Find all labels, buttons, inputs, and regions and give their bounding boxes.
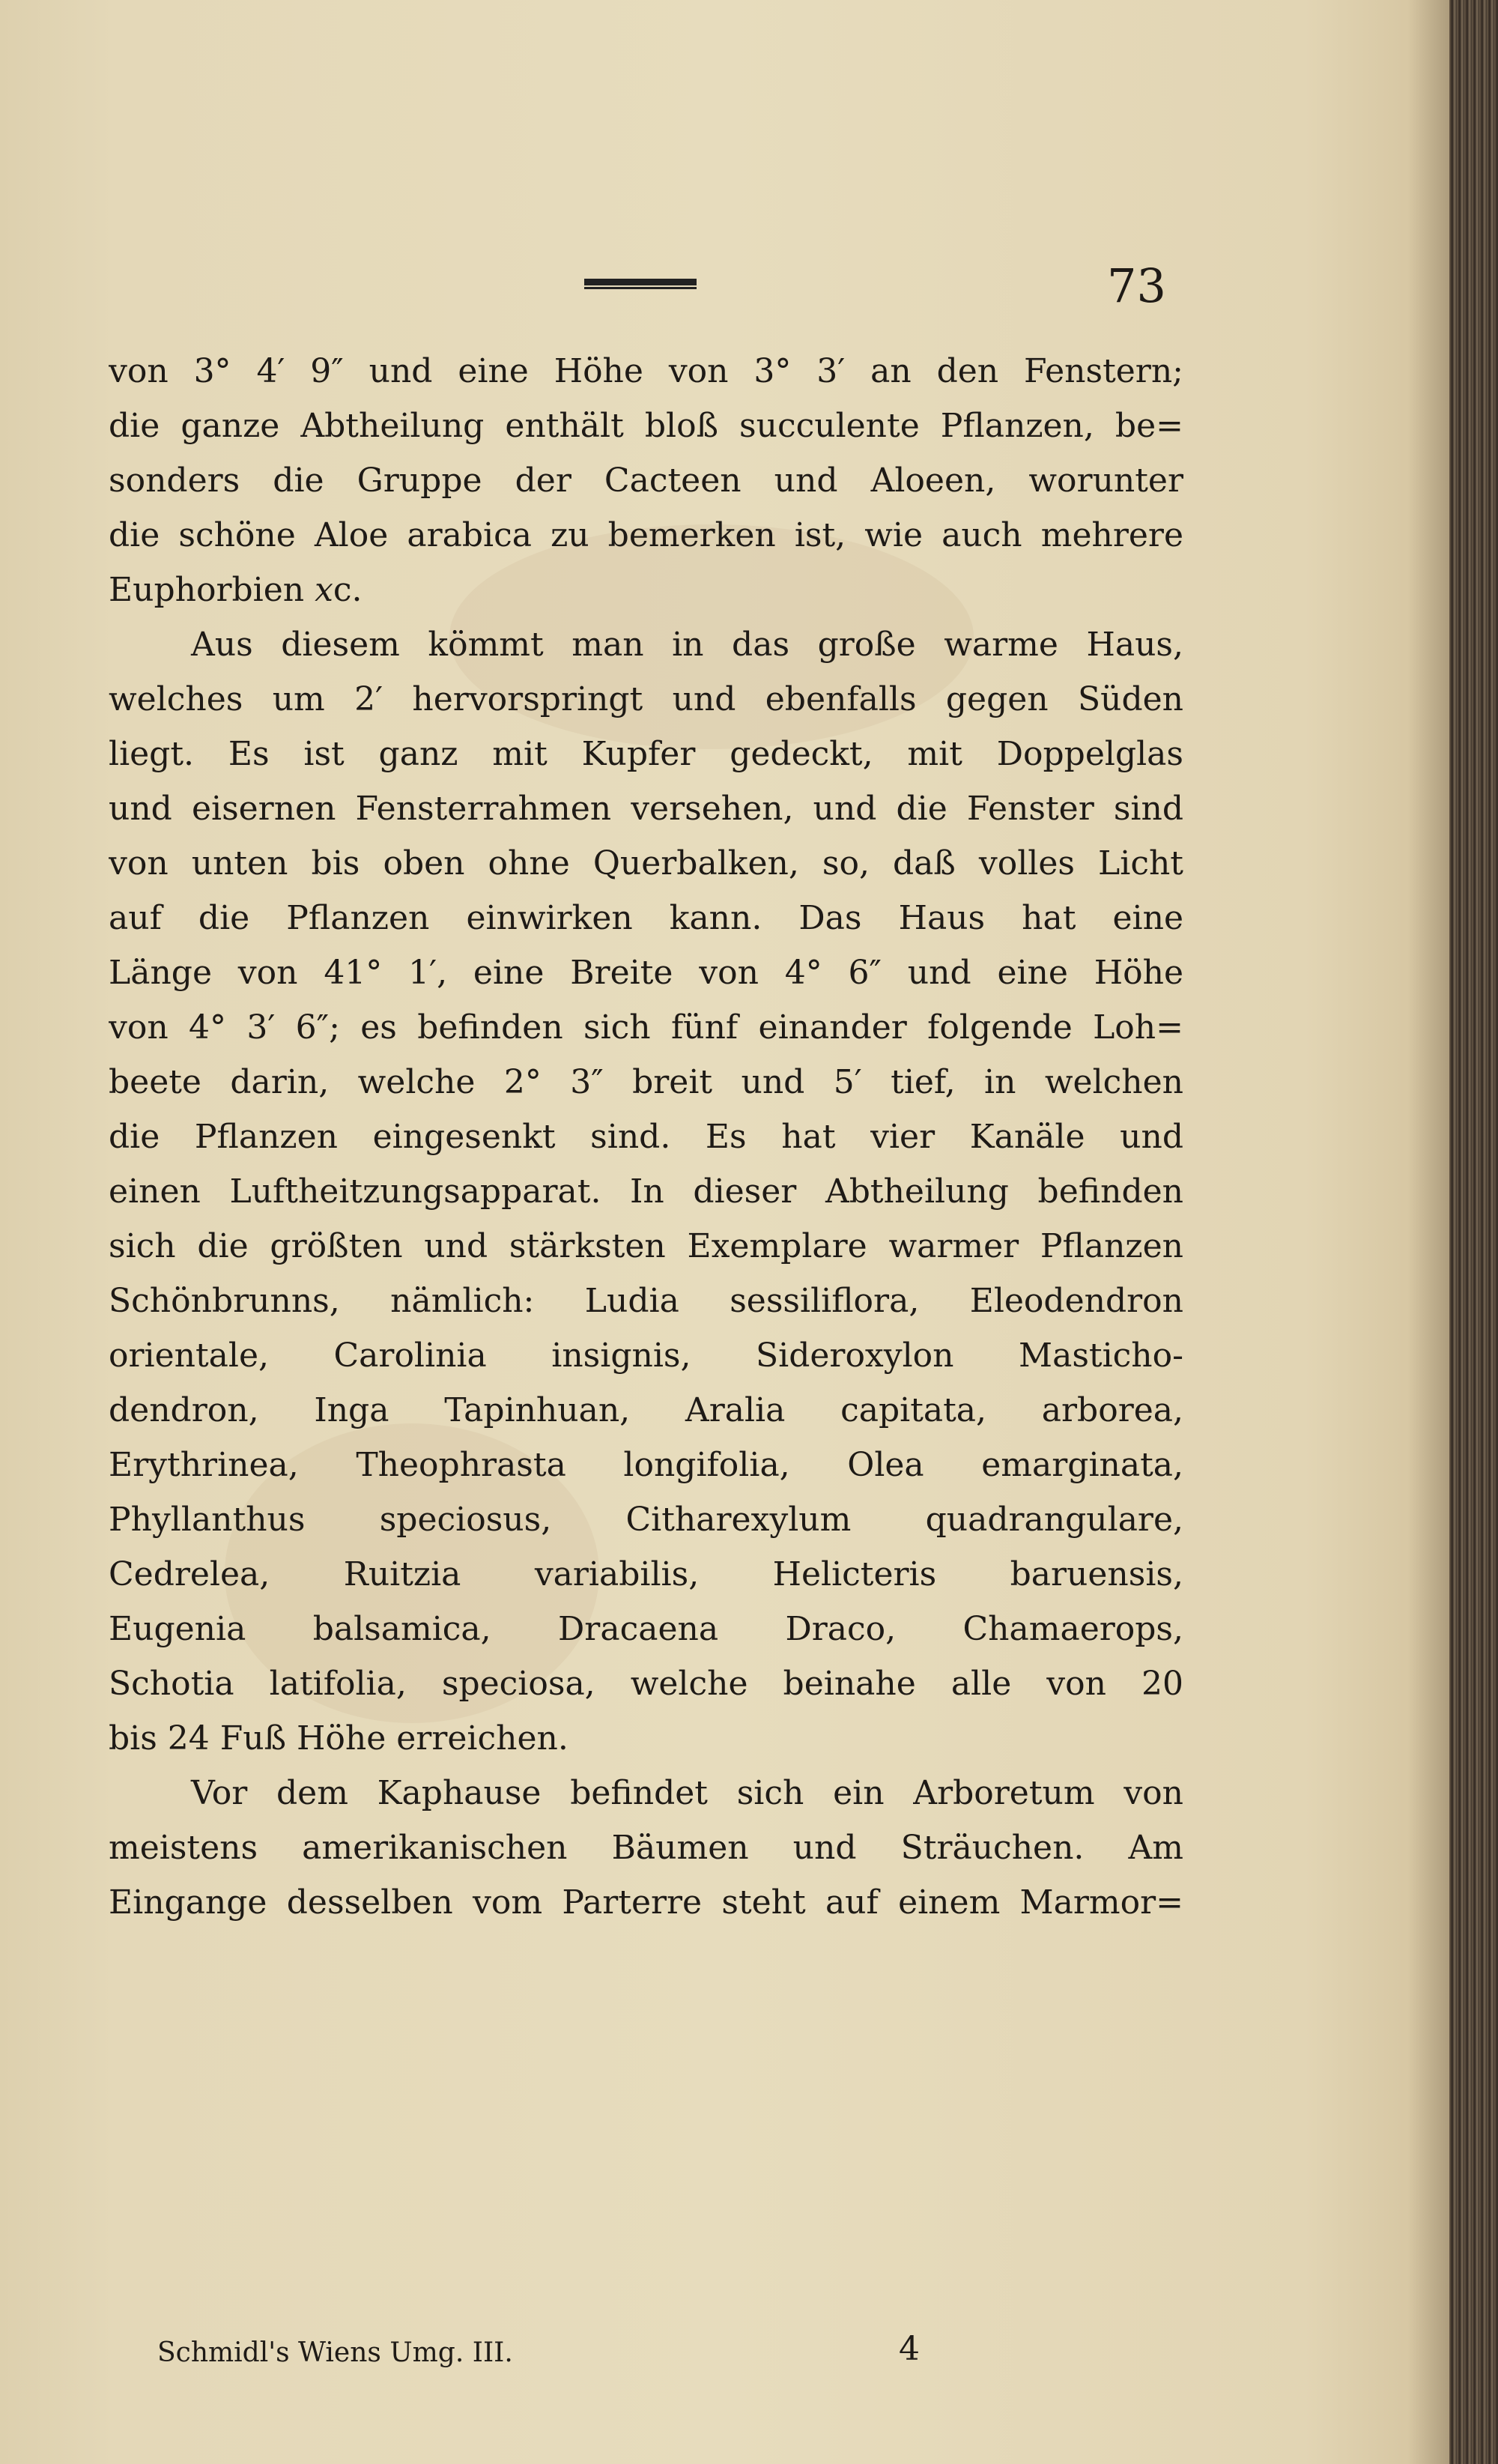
sheet-number: 4 [899, 2330, 920, 2368]
text-line: Schotia latifolia, speciosa, welche beinahe alle von 20 [109, 1665, 1183, 1703]
text-line: einen Luftheitzungsapparat. In dieser Abtheilung befinden [109, 1172, 1183, 1211]
text-line: von 3° 4′ 9″ und eine Höhe von 3° 3′ an den Fenstern; [109, 352, 1183, 390]
spine-shadow [1408, 0, 1449, 2464]
text-line: und eisernen Fensterrahmen versehen, und die Fenster sind [109, 790, 1183, 828]
text-line: von 4° 3′ 6″; es befinden sich fünf einander folgende Loh= [109, 1008, 1183, 1047]
text-line: beete darin, welche 2° 3″ breit und 5′ tief, in welchen [109, 1063, 1183, 1101]
text-line: liegt. Es ist ganz mit Kupfer gedeckt, mit Doppelglas [109, 735, 1183, 773]
text-line: von unten bis oben ohne Querbalken, so, daß volles Licht [109, 844, 1183, 883]
text-line: welches um 2′ hervorspringt und ebenfalls gegen Süden [109, 680, 1183, 718]
text-line: Vor dem Kaphause befindet sich ein Arboretum von [191, 1774, 1183, 1812]
text-line: dendron, Inga Tapinhuan, Aralia capitata, arborea, [109, 1391, 1183, 1429]
text-line: Cedrelea, Ruitzia variabilis, Helicteris baruensis, [109, 1555, 1183, 1593]
page-edges [1449, 0, 1498, 2464]
text-line: sonders die Gruppe der Cacteen und Aloeen, worunter [109, 461, 1183, 500]
text-line: Länge von 41° 1′, eine Breite von 4° 6″ und eine Höhe [109, 954, 1183, 992]
text-line: Phyllanthus speciosus, Citharexylum quadrangulare, [109, 1501, 1183, 1539]
text-line: bis 24 Fuß Höhe erreichen. [109, 1719, 568, 1758]
text-line: sich die größten und stärksten Exemplare warmer Pflanzen [109, 1227, 1183, 1265]
text-line: auf die Pflanzen einwirken kann. Das Haus hat eine [109, 899, 1183, 937]
text-line: die schöne Aloe arabica zu bemerken ist, wie auch mehrere [109, 516, 1183, 554]
text-line: die Pflanzen eingesenkt sind. Es hat vier Kanäle und [109, 1118, 1183, 1156]
text-line: Euphorbien 𝑥c. [109, 571, 363, 609]
text-line: orientale, Carolinia insignis, Sideroxylon Masticho- [109, 1337, 1183, 1375]
text-line: Schönbrunns, nämlich: Ludia sessiliflora, Eleodendron [109, 1282, 1183, 1320]
text-line: Eingange desselben vom Parterre steht auf einem Marmor= [109, 1883, 1183, 1922]
text-line: die ganze Abtheilung enthält bloß succulente Pflanzen, be= [109, 407, 1183, 445]
header-rule [584, 279, 697, 289]
text-line: Erythrinea, Theophrasta longifolia, Olea emarginata, [109, 1446, 1183, 1484]
footer-signature: Schmidl's Wiens Umg. III. [157, 2337, 513, 2368]
text-line: Eugenia balsamica, Dracaena Draco, Chamaerops, [109, 1610, 1183, 1648]
text-line: Aus diesem kömmt man in das große warme Haus, [191, 626, 1183, 664]
text-line: meistens amerikanischen Bäumen und Sträuchen. Am [109, 1829, 1183, 1867]
page-number: 73 [1107, 258, 1166, 313]
